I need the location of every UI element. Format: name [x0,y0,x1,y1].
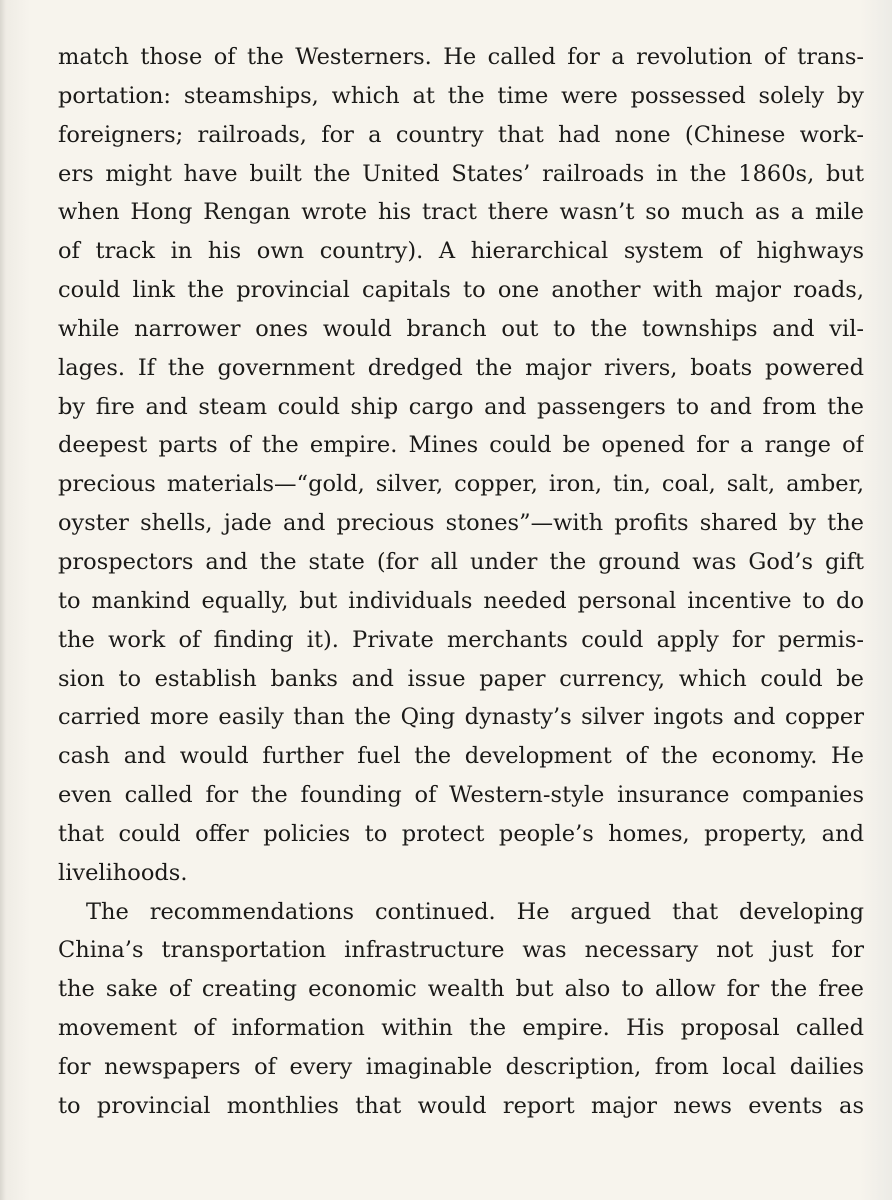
body-text [58,38,864,1126]
text-line: oyster shells, jade and precious stones”—with profits shared by the [58,510,864,537]
text-line: deepest parts of the empire. Mines could be opened for a range of [58,432,864,459]
text-line: that could offer policies to protect people’s homes, property, and [58,820,864,847]
text-line: The recommendations continued. He argued that developing [86,898,864,925]
text-line: the sake of creating economic wealth but also to allow for the free [58,976,864,1003]
text-line: movement of information within the empire. His proposal called [58,1015,864,1042]
text-line: livelihoods. [58,859,188,886]
text-line: prospectors and the state (for all under the ground was God’s gift [58,548,864,575]
paragraph-2 [58,893,864,1126]
text-line: of track in his own country). A hierarchical system of highways [58,238,864,265]
text-line: the work of finding it). Private merchants could apply for permis- [58,626,864,653]
text-line: when Hong Rengan wrote his tract there wasn’t so much as a mile [58,199,864,226]
text-line: carried more easily than the Qing dynasty’s silver ingots and copper [58,704,864,731]
text-line: for newspapers of every imaginable description, from local dailies [58,1053,864,1080]
text-line: while narrower ones would branch out to the townships and vil- [58,315,864,342]
text-line: foreigners; railroads, for a country that had none (Chinese work- [58,121,864,148]
text-line: even called for the founding of Western-style insurance companies [58,782,864,809]
text-line: cash and would further fuel the development of the economy. He [58,743,864,770]
text-line: to mankind equally, but individuals needed personal incentive to do [58,587,864,614]
text-line: China’s transportation infrastructure was necessary not just for [58,937,864,964]
text-line: to provincial monthlies that would report major news events as [58,1092,864,1119]
text-line: match those of the Westerners. He called for a revolution of trans- [58,44,864,70]
text-line: by fire and steam could ship cargo and passengers to and from the [58,393,864,420]
text-line: lages. If the government dredged the major rivers, boats powered [58,354,864,381]
text-line: could link the provincial capitals to one another with major roads, [58,277,864,304]
text-line: sion to establish banks and issue paper currency, which could be [58,665,864,692]
text-line: portation: steamships, which at the time were possessed solely by [58,82,864,109]
paragraph-1 [58,38,864,893]
text-line: ers might have built the United States’ railroads in the 1860s, but [58,160,864,187]
text-line: precious materials—“gold, silver, copper, iron, tin, coal, salt, amber, [58,471,864,498]
